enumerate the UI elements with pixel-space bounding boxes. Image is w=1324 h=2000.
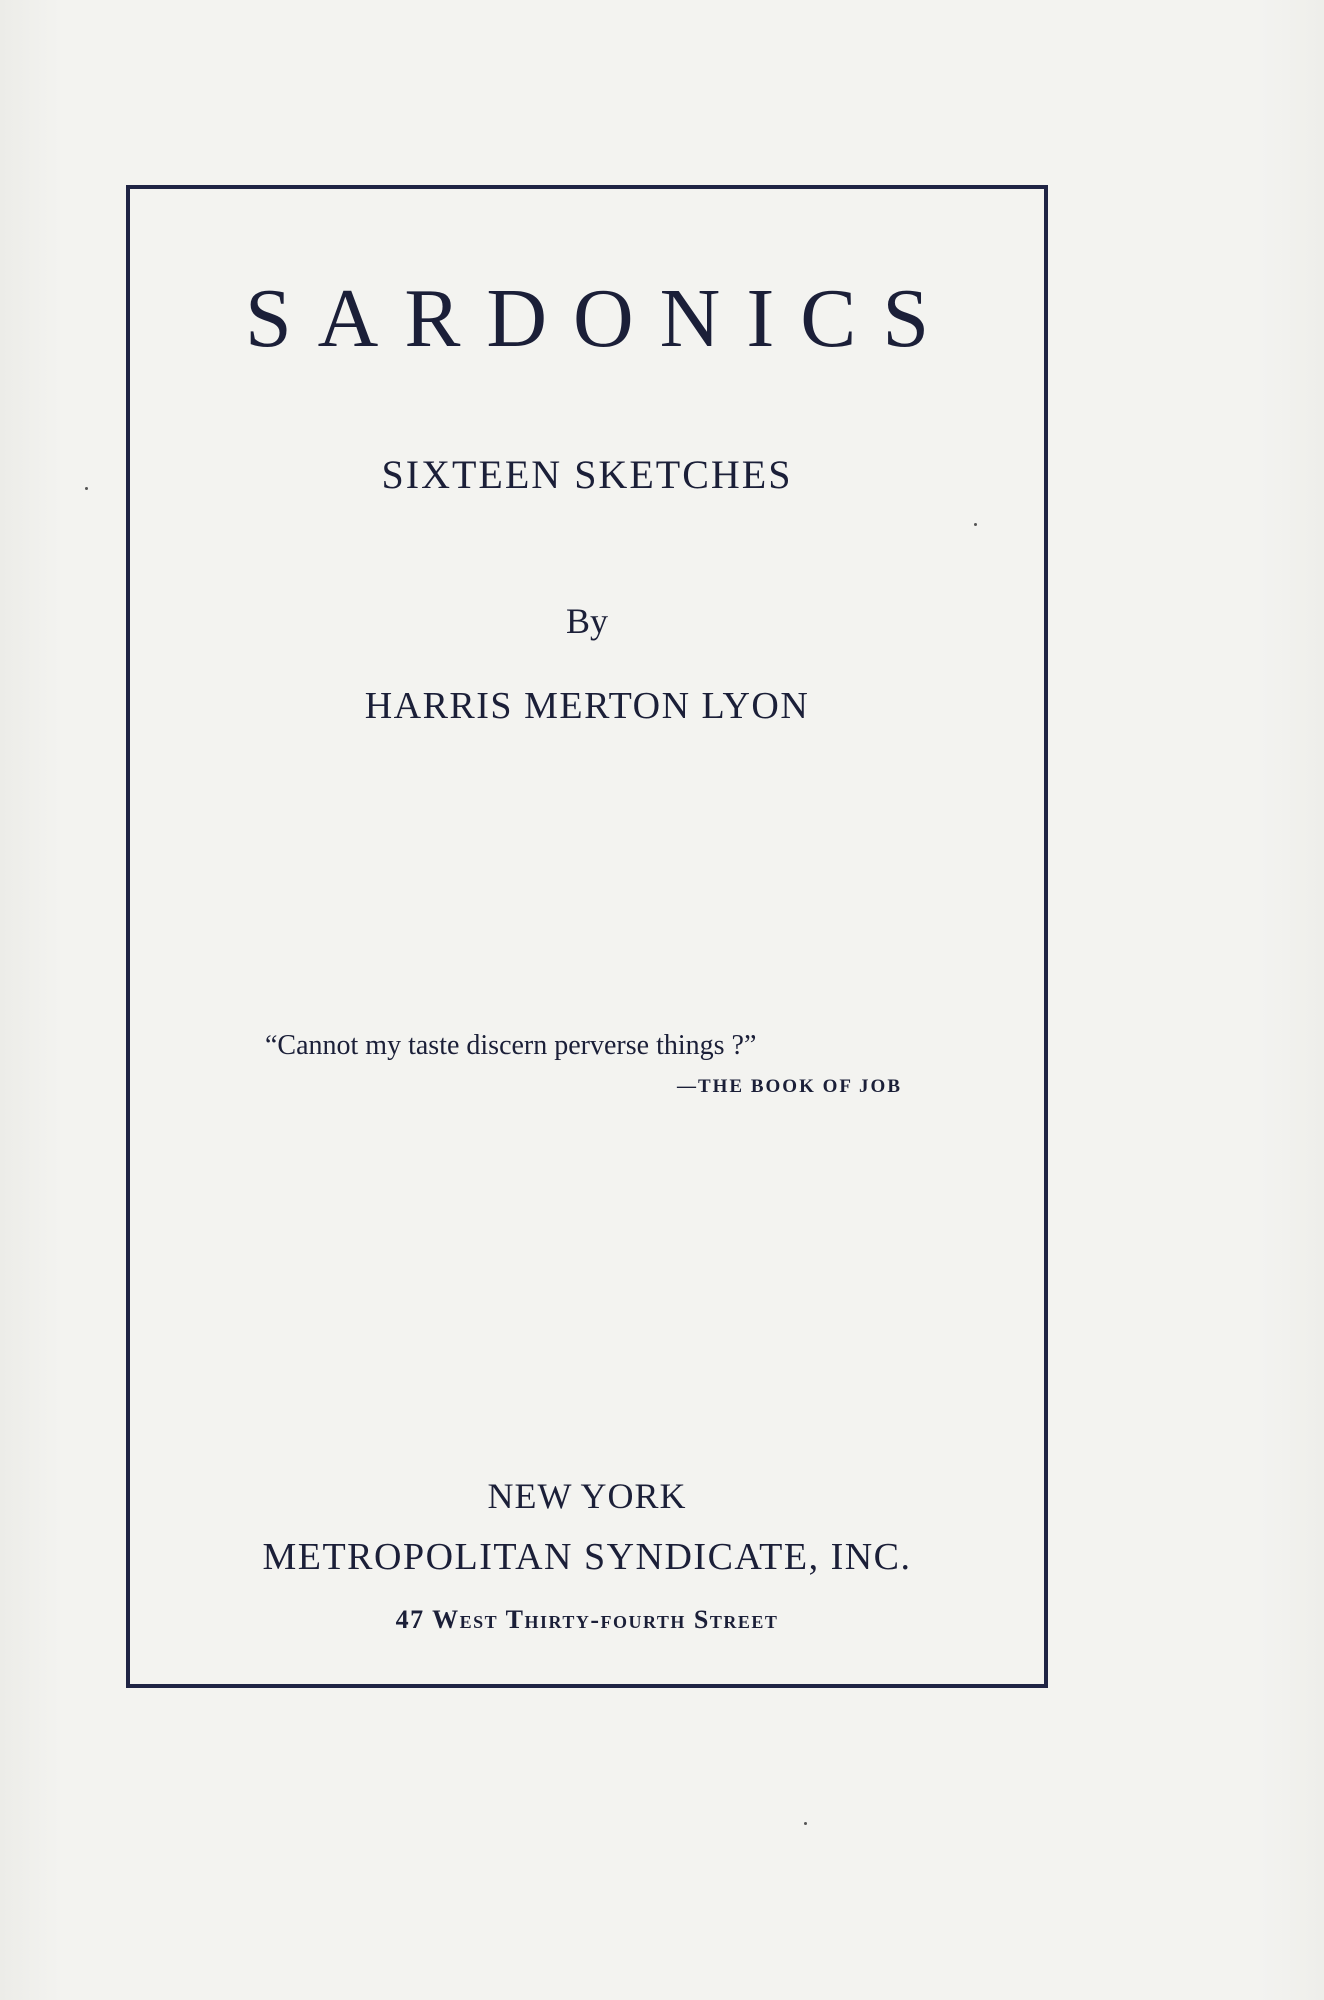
epigraph-quote: “Cannot my taste discern perverse things ?”	[265, 1030, 757, 1061]
byline: By	[565, 601, 608, 641]
imprint-city: NEW YORK	[487, 1476, 687, 1516]
book-subtitle: SIXTEEN SKETCHES	[381, 452, 793, 497]
paper-speck	[804, 1822, 807, 1825]
book-title: SARDONICS	[244, 272, 956, 365]
author-name: HARRIS MERTON LYON	[364, 685, 810, 727]
paper-speck	[85, 487, 88, 490]
title-page-border	[126, 185, 1048, 1688]
imprint-address: 47 West Thirty-fourth Street	[395, 1605, 779, 1634]
imprint-publisher: METROPOLITAN SYNDICATE, INC.	[262, 1536, 912, 1578]
epigraph-source: —THE BOOK OF JOB	[676, 1076, 902, 1097]
